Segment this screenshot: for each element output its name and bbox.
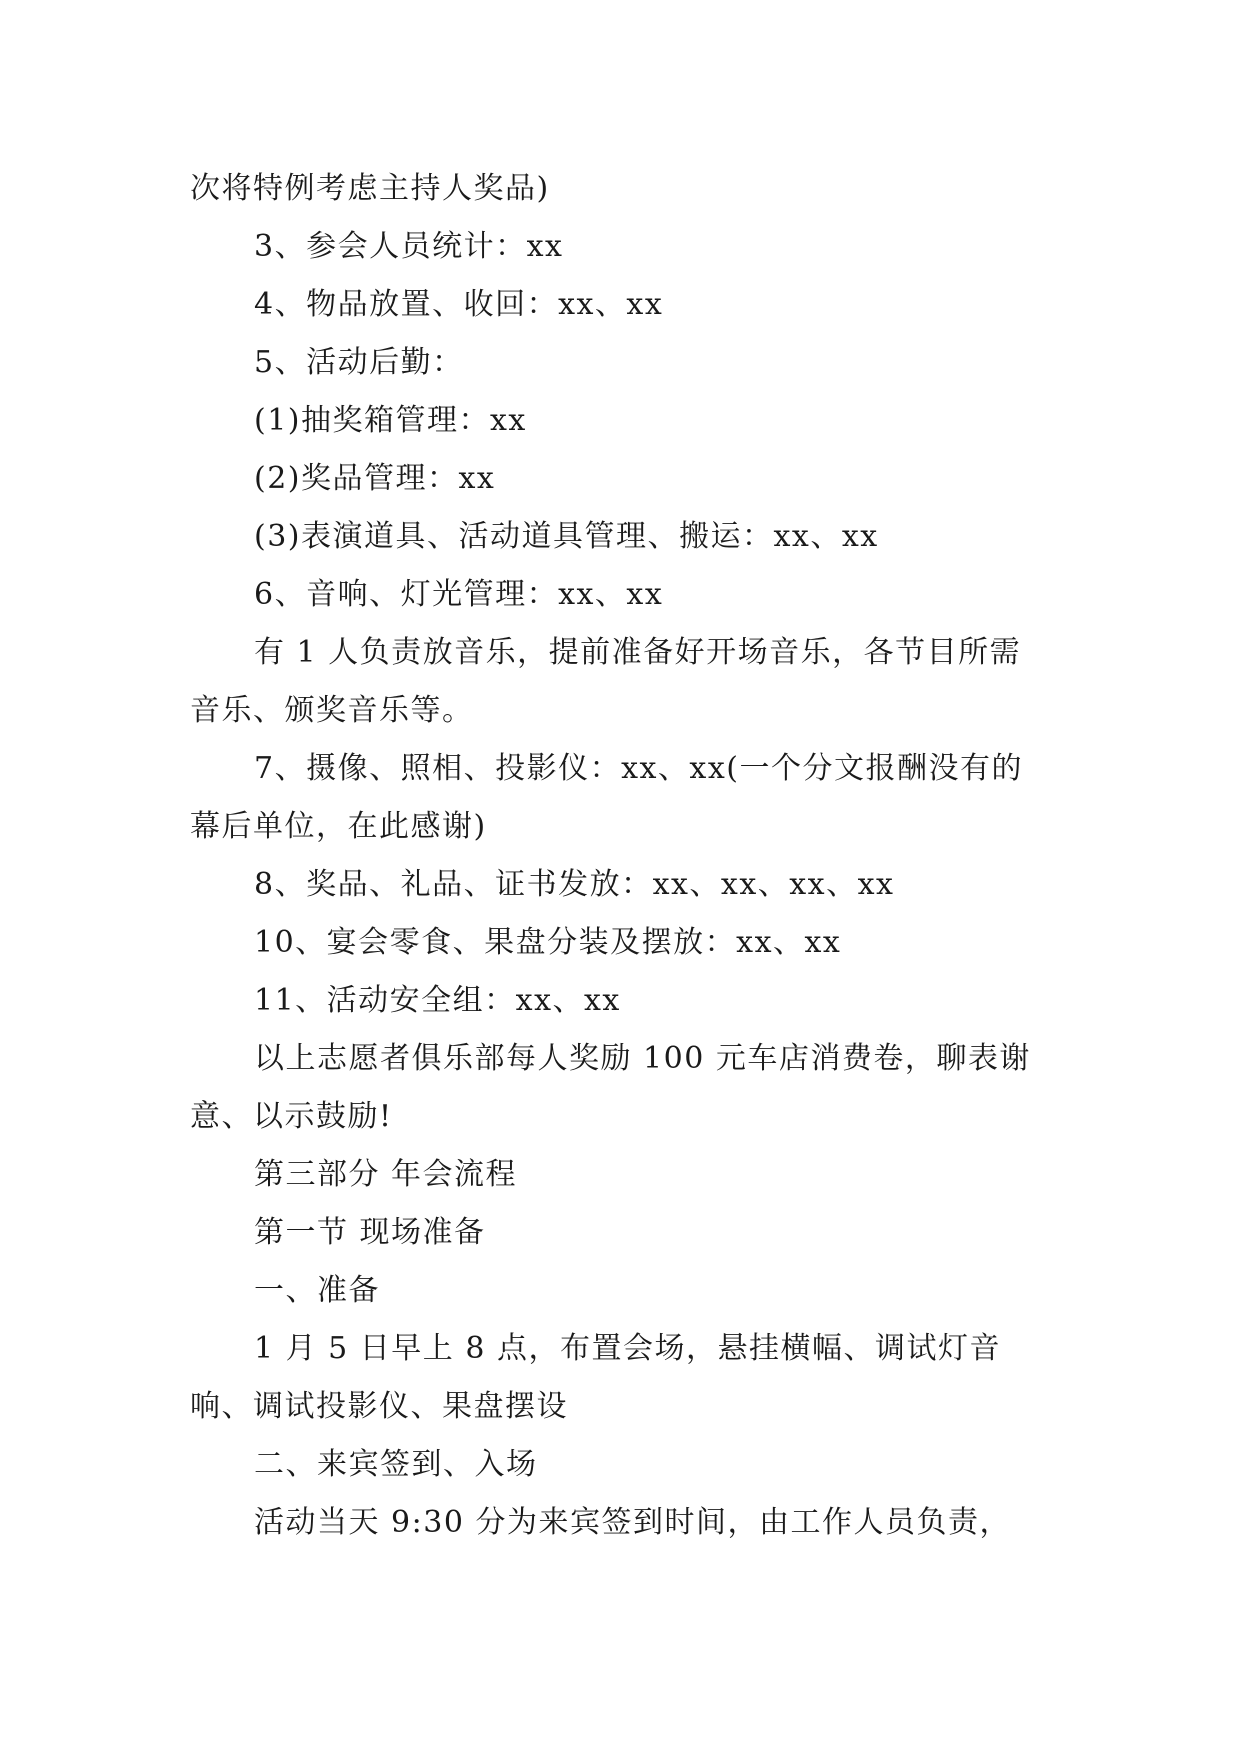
paragraph: 以上志愿者俱乐部每人奖励 100 元车店消费卷，聊表谢意、以示鼓励! xyxy=(190,1041,1031,1134)
paragraph: 活动当天 9:30 分为来宾签到时间，由工作人员负责， xyxy=(254,1505,1011,1540)
paragraph: 3、参会人员统计：xx xyxy=(254,229,564,264)
section-heading: 第三部分 年会流程 xyxy=(254,1157,518,1192)
paragraph: (2)奖品管理：xx xyxy=(254,461,496,496)
paragraph: 8、奖品、礼品、证书发放：xx、xx、xx、xx xyxy=(254,867,895,902)
paragraph: 10、宴会零食、果盘分装及摆放：xx、xx xyxy=(254,925,842,960)
paragraph: 11、活动安全组：xx、xx xyxy=(254,983,621,1018)
subsection-heading: 第一节 现场准备 xyxy=(254,1215,486,1250)
document-body xyxy=(190,160,1050,1552)
paragraph: 7、摄像、照相、投影仪：xx、xx(一个分文报酬没有的幕后单位，在此感谢) xyxy=(190,751,1023,844)
paragraph: 4、物品放置、收回：xx、xx xyxy=(254,287,664,322)
paragraph: (1)抽奖箱管理：xx xyxy=(254,403,527,438)
item-heading: 一、准备 xyxy=(254,1273,380,1308)
paragraph: 6、音响、灯光管理：xx、xx xyxy=(254,577,664,612)
paragraph: 5、活动后勤： xyxy=(254,345,464,380)
item-heading: 二、来宾签到、入场 xyxy=(254,1447,538,1482)
paragraph: (3)表演道具、活动道具管理、搬运：xx、xx xyxy=(254,519,879,554)
paragraph: 1 月 5 日早上 8 点，布置会场，悬挂横幅、调试灯音响、调试投影仪、果盘摆设 xyxy=(190,1331,1001,1424)
paragraph: 次将特例考虑主持人奖品) xyxy=(190,171,550,206)
paragraph: 有 1 人负责放音乐，提前准备好开场音乐，各节目所需音乐、颁奖音乐等。 xyxy=(190,635,1022,728)
